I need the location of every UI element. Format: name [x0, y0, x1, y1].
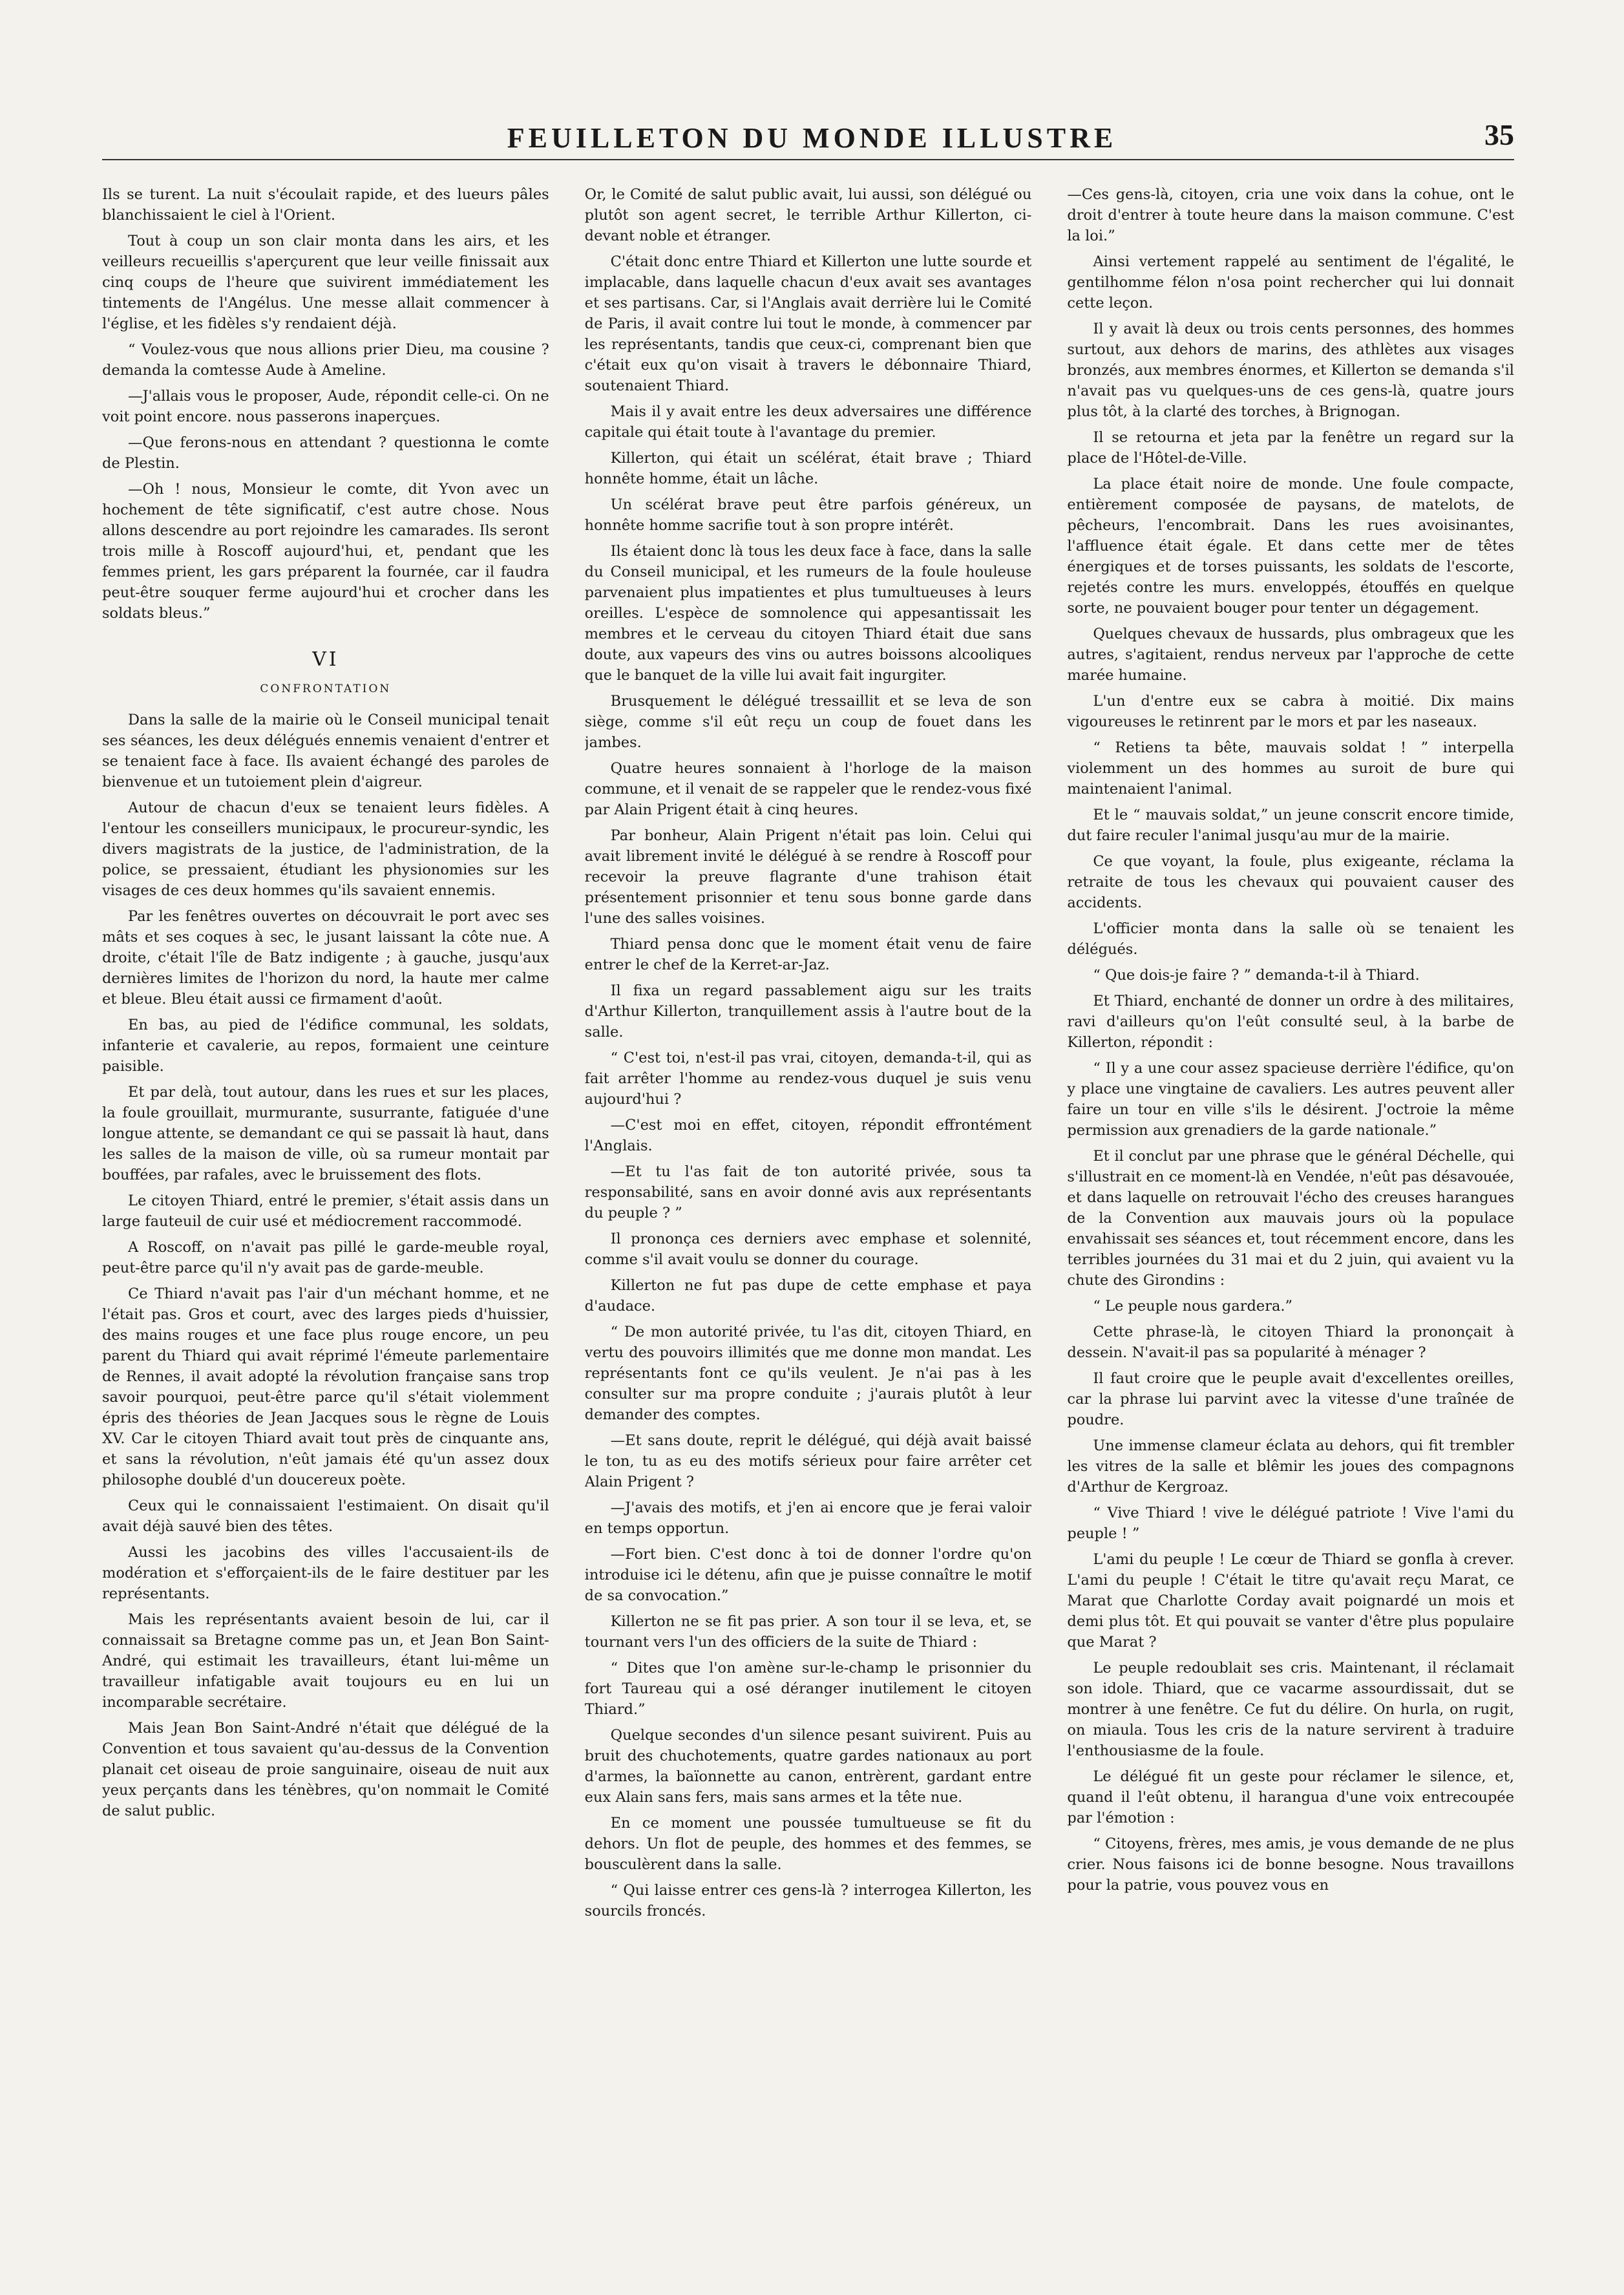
paragraph: Par les fenêtres ouvertes on découvrait le port avec ses mâts et ses coques à sec, le jusant laissant la côte nue. A droite, c'était l'île de Batz indigente ; à gauche, jusqu'aux dernières limites de l'horizon du nord, la haute mer calme et bleue. Bleu était aussi ce firmament d'août. [102, 908, 549, 1008]
paragraph: Il se retourna et jeta par la fenêtre un regard sur la place de l'Hôtel-de-Ville. [1067, 429, 1515, 467]
paragraph: La place était noire de monde. Une foule compacte, entièrement composée de paysans, de matelots, de pêcheurs, l'encombrait. Dans les rues avoisinantes, l'affluence était égale. Et dans cette mer de têtes énergiques et de torses puissants, les soldats de l'escorte, rejetés contre les murs. enveloppés, étouffés en quelque sorte, ne pouvaient bouger pour tenter un dégagement. [1067, 476, 1515, 617]
paragraph: Ils étaient donc là tous les deux face à face, dans la salle du Conseil municipal, et les rumeurs de la foule houleuse parvenaient plus impatientes et plus tumultueuses à leurs oreilles. L'espèce de somnolence qui appesantissait les membres et le cerveau du citoyen Thiard était due sans doute, aux vapeurs des vins ou autres boissons alcooliques que le banquet de la ville lui avait fait ingurgiter. [584, 543, 1032, 684]
paragraph: En bas, au pied de l'édifice communal, les soldats, infanterie et cavalerie, au repos, formaient une ceinture paisible. [102, 1017, 549, 1075]
paragraph: En ce moment une poussée tumultueuse se fit du dehors. Un flot de peuple, des hommes et des femmes, se bousculèrent dans la salle. [584, 1815, 1032, 1873]
section-title: CONFRONTATION [260, 682, 392, 695]
paragraph: Et il conclut par une phrase que le général Déchelle, qui s'illustrait en ce moment-là en Vendée, n'eût pas désavouée, et dans laquelle on retrouvait l'écho des creuses harangues de la Convention aux mauvais jours où la populace envahissait ses séances et, tout récemment encore, dans les terribles journées du 31 mai et du 2 juin, qui avaient vu la chute des Girondins : [1067, 1148, 1515, 1289]
paragraph: —Que ferons-nous en attendant ? questionna le comte de Plestin. [102, 434, 549, 472]
paragraph: —Ces gens-là, citoyen, cria une voix dans la cohue, ont le droit d'entrer à toute heure dans la maison commune. C'est la loi.” [1067, 186, 1515, 244]
paragraph: “ Citoyens, frères, mes amis, je vous demande de ne plus crier. Nous faisons ici de bonne besogne. Nous travaillons pour la patrie, vous pouvez vous en [1067, 1835, 1515, 1894]
paragraph: Mais il y avait entre les deux adversaires une différence capitale qui était toute à l'avantage du premier. [584, 403, 1032, 441]
paragraph: Brusquement le délégué tressaillit et se leva de son siège, comme s'il eût reçu un coup de fouet dans les jambes. [584, 693, 1032, 751]
paragraph: Ceux qui le connaissaient l'estimaient. On disait qu'il avait déjà sauvé bien des têtes. [102, 1497, 549, 1535]
paragraph: Un scélérat brave peut être parfois généreux, un honnête homme sacrifie tout à son propre intérêt. [584, 496, 1032, 534]
paragraph: Mais Jean Bon Saint-André n'était que délégué de la Convention et tous savaient qu'au-dessus de la Convention planait cet oiseau de proie sanguinaire, oiseau de nuit aux yeux perçants dans les ténèbres, qu'on nommait le Comité de salut public. [102, 1720, 549, 1819]
paragraph: Tout à coup un son clair monta dans les airs, et les veilleurs recueillis s'aperçurent que leur veille finissait aux cinq coups de l'heure que suivirent immédiatement les tintements de l'Angélus. Une messe allait commencer à l'église, et les fidèles s'y rendaient déjà. [102, 233, 549, 332]
paragraph: “ Voulez-vous que nous allions prier Dieu, ma cousine ? demanda la comtesse Aude à Ameline. [102, 341, 549, 379]
paragraph: Quelque secondes d'un silence pesant suivirent. Puis au bruit des chuchotements, quatre gardes nationaux au port d'armes, la baïonnette au canon, entrèrent, gardant entre eux Alain sans fers, mais sans armes et la tête nue. [584, 1727, 1032, 1806]
paragraph: Et par delà, tout autour, dans les rues et sur les places, la foule grouillait, murmurante, susurrante, fatiguée d'une longue attente, se demandant ce qui se passait là haut, dans les salles de la maison de ville, où sa rumeur montait par bouffées, par rafales, avec le bruissement des flots. [102, 1084, 549, 1183]
paragraph: L'un d'entre eux se cabra à moitié. Dix mains vigoureuses le retinrent par le mors et par les naseaux. [1067, 693, 1515, 730]
paragraph: “ Que dois-je faire ? ” demanda-t-il à Thiard. [1093, 967, 1420, 984]
paragraph: Il faut croire que le peuple avait d'excellentes oreilles, car la phrase lui parvint avec la vitesse d'une traînée de poudre. [1067, 1370, 1515, 1428]
paragraph: “ Le peuple nous gardera.” [1093, 1298, 1293, 1315]
paragraph: Thiard pensa donc que le moment était venu de faire entrer le chef de la Kerret-ar-Jaz. [584, 936, 1032, 973]
paragraph: —Oh ! nous, Monsieur le comte, dit Yvon avec un hochement de tête significatif, c'est autre chose. Nous allons descendre au port rejoindre les camarades. Ils seront trois mille à Roscoff aujourd'hui, et, pendant que les femmes prient, les gars préparent la fournée, car il faudra peut-être souquer ferme aujourd'hui et crocher dans les soldats bleus.” [102, 481, 549, 622]
paragraph: —Et sans doute, reprit le délégué, qui déjà avait baissé le ton, tu as eu des motifs sérieux pour faire arrêter cet Alain Prigent ? [584, 1432, 1032, 1490]
paragraph: Mais les représentants avaient besoin de lui, car il connaissait sa Bretagne comme pas un, et Jean Bon Saint-André, qui estimait les travailleurs, étant lui-même un travailleur infatigable avait toujours eu en lui un incomparable secrétaire. [102, 1611, 549, 1711]
column-3 [1067, 184, 1514, 2130]
paragraph: “ Dites que l'on amène sur-le-champ le prisonnier du fort Taureau qui a osé déranger inutilement le citoyen Thiard.” [584, 1660, 1032, 1718]
running-title: FEUILLETON DU MONDE ILLUSTRE [507, 122, 1117, 154]
page-number: 35 [1484, 118, 1514, 151]
paragraph: Quatre heures sonnaient à l'horloge de la maison commune, et il venait de se rappeler que le rendez-vous fixé par Alain Prigent était à cinq heures. [584, 760, 1032, 818]
section-number: VI [312, 648, 339, 671]
paragraph: Il prononça ces derniers avec emphase et solennité, comme s'il avait voulu se donner du courage. [584, 1231, 1032, 1268]
paragraph: Killerton ne se fit pas prier. A son tour il se leva, et, se tournant vers l'un des officiers de la suite de Thiard : [584, 1613, 1032, 1651]
paragraph: “ De mon autorité privée, tu l'as dit, citoyen Thiard, en vertu des pouvoirs illimités que me donne mon mandat. Les représentants font ce qu'ils veulent. Je n'ai pas à les consulter sur ma propre conduite ; j'aurais plutôt à leur demander des comptes. [584, 1324, 1032, 1423]
paragraph: Il y avait là deux ou trois cents personnes, des hommes surtout, aux dehors de marins, des athlètes aux visages bronzés, aux membres énormes, et Killerton se demanda s'il n'avait pas vu quelques-uns de ces gens-là, quatre jours plus tôt, à la clarté des torches, à Brignogan. [1067, 321, 1515, 420]
paragraph: —C'est moi en effet, citoyen, répondit effrontément l'Anglais. [584, 1117, 1032, 1154]
paragraph: Autour de chacun d'eux se tenaient leurs fidèles. A l'entour les conseillers municipaux, le procureur-syndic, les divers magistrats de la justice, de l'administration, de la police, se pressaient, étudiant les physionomies sur les visages de ces deux hommes qu'ils savaient ennemis. [102, 799, 549, 899]
paragraph: L'ami du peuple ! Le cœur de Thiard se gonfla à crever. L'ami du peuple ! C'était le titre qu'avait reçu Marat, ce Marat que Charlotte Corday avait poignardé un mois et demi plus tôt. Et qui pouvait se vanter d'être plus populaire que Marat ? [1067, 1551, 1515, 1651]
paragraph: Killerton, qui était un scélérat, était brave ; Thiard honnête homme, était un lâche. [584, 450, 1032, 487]
paragraph: “ C'est toi, n'est-il pas vrai, citoyen, demanda-t-il, qui as fait arrêter l'homme au rendez-vous duquel je suis venu aujourd'hui ? [584, 1050, 1032, 1108]
paragraph: Ce que voyant, la foule, plus exigeante, réclama la retraite de tous les chevaux qui pouvaient causer des accidents. [1067, 853, 1515, 911]
paragraph: —Et tu l'as fait de ton autorité privée, sous ta responsabilité, sans en avoir donné avis aux représentants du peuple ? ” [584, 1163, 1032, 1222]
paragraph: Ce Thiard n'avait pas l'air d'un méchant homme, et ne l'était pas. Gros et court, avec des larges pieds d'huissier, des mains rouges et une face plus rouge encore, un peu parent du Thiard qui avait réprimé l'émeute parlementaire de Rennes, il avait adopté la révolution française sans trop savoir pourquoi, peut-être parce qu'il s'était violemment épris des théories de Jean Jacques sous le règne de Louis XV. Car le citoyen Thiard avait tout près de cinquante ans, et sans la révolution, n'eût jamais été qu'un assez doux philosophe doublé d'un doucereux poète. [102, 1285, 549, 1488]
paragraph: Ainsi vertement rappelé au sentiment de l'égalité, le gentilhomme félon n'osa point rechercher qui lui donnait cette leçon. [1067, 253, 1515, 312]
paragraph: “ Vive Thiard ! vive le délégué patriote ! Vive l'ami du peuple ! ” [1067, 1505, 1515, 1542]
paragraph: Cette phrase-là, le citoyen Thiard la prononçait à dessein. N'avait-il pas sa popularité à ménager ? [1067, 1324, 1515, 1361]
paragraph: Quelques chevaux de hussards, plus ombrageux que les autres, s'agitaient, rendus nerveux par l'approche de cette marée humaine. [1067, 626, 1515, 684]
column-1 [102, 184, 549, 2130]
paragraph: A Roscoff, on n'avait pas pillé le garde-meuble royal, peut-être parce qu'il n'y avait pas de garde-meuble. [102, 1239, 549, 1276]
section-heading [102, 648, 549, 695]
paragraph: —J'avais des motifs, et j'en ai encore que je ferai valoir en temps opportun. [584, 1499, 1032, 1537]
paragraph: Or, le Comité de salut public avait, lui aussi, son délégué ou plutôt son agent secret, le terrible Arthur Killerton, ci-devant noble et étranger. [584, 186, 1032, 244]
paragraph: Killerton ne fut pas dupe de cette emphase et paya d'audace. [584, 1277, 1032, 1315]
paragraph: “ Qui laisse entrer ces gens-là ? interrogea Killerton, les sourcils froncés. [584, 1882, 1032, 1920]
header-rule [102, 159, 1514, 160]
paragraph: C'était donc entre Thiard et Killerton une lutte sourde et implacable, dans laquelle chacun d'eux avait ses avantages et ses partisans. Car, si l'Anglais avait derrière lui le Comité de Paris, il avait contre lui tout le monde, à commencer par les représentants, tandis que ceux-ci, comprenant bien que c'était eux qu'on visait à travers le débonnaire Thiard, soutenaient Thiard. [584, 253, 1032, 394]
paragraph: —Fort bien. C'est donc à toi de donner l'ordre qu'on introduise ici le détenu, afin que je puisse connaître le motif de sa convocation.” [584, 1546, 1032, 1604]
paragraph: Par bonheur, Alain Prigent n'était pas loin. Celui qui avait librement invité le délégué à se rendre à Roscoff pour recevoir la preuve flagrante d'une trahison était présentement prisonnier et tenu sous bonne garde dans l'une des salles voisines. [584, 827, 1032, 927]
paragraph: Le délégué fit un geste pour réclamer le silence, et, quand il l'eût obtenu, il harangua d'une voix entrecoupée par l'émotion : [1067, 1768, 1515, 1826]
paragraph: —J'allais vous le proposer, Aude, répondit celle-ci. On ne voit point encore. nous passerons inaperçues. [102, 388, 549, 425]
paragraph: Et le “ mauvais soldat,” un jeune conscrit encore timide, dut faire reculer l'animal jusqu'au mur de la mairie. [1067, 807, 1515, 844]
paragraph: “ Il y a une cour assez spacieuse derrière l'édifice, qu'on y place une vingtaine de cavaliers. Les autres peuvent aller faire un tour en ville s'ils le désirent. J'octroie la même permission aux grenadiers de la garde nationale.” [1067, 1060, 1515, 1139]
paragraph: Une immense clameur éclata au dehors, qui fit trembler les vitres de la salle et blêmir les joues des compagnons d'Arthur de Kergroaz. [1067, 1437, 1515, 1496]
paragraph: “ Retiens ta bête, mauvais soldat ! ” interpella violemment un des hommes au suroit de bure qui maintenaient l'animal. [1067, 739, 1515, 798]
page-header [0, 0, 1624, 162]
paragraph: Aussi les jacobins des villes l'accusaient-ils de modération et s'efforçaient-ils de le faire destituer par les représentants. [102, 1544, 549, 1602]
text-columns [102, 184, 1514, 2130]
column-2 [585, 184, 1032, 2130]
paragraph: Le peuple redoublait ses cris. Maintenant, il réclamait son idole. Thiard, que ce vacarme assourdissait, dut se montrer à une fenêtre. Ce fut du délire. On hurla, on rugit, on miaula. Tous les cris de la nature servirent à traduire l'enthousiasme de la foule. [1067, 1660, 1515, 1759]
paragraph: Il fixa un regard passablement aigu sur les traits d'Arthur Killerton, tranquillement assis à l'autre bout de la salle. [584, 982, 1032, 1041]
paragraph: Et Thiard, enchanté de donner un ordre à des militaires, ravi d'ailleurs qu'on l'eût consulté seul, à la barbe de Killerton, répondit : [1067, 993, 1515, 1051]
paragraph: Dans la salle de la mairie où le Conseil municipal tenait ses séances, les deux délégués ennemis venaient d'entrer et se tenaient face à face. Ils avaient échangé des paroles de bienvenue et un tutoiement plein d'aigreur. [102, 712, 549, 790]
paragraph: L'officier monta dans la salle où se tenaient les délégués. [1067, 920, 1515, 958]
paragraph: Le citoyen Thiard, entré le premier, s'était assis dans un large fauteuil de cuir usé et médiocrement raccommodé. [102, 1192, 549, 1230]
paragraph: Ils se turent. La nuit s'écoulait rapide, et des lueurs pâles blanchissaient le ciel à l'Orient. [102, 186, 549, 224]
